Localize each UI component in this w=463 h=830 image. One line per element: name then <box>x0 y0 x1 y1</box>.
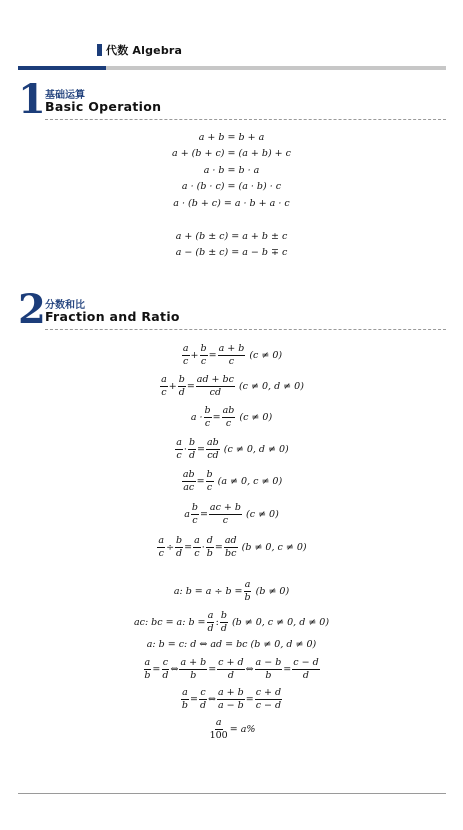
section-divider <box>45 329 446 330</box>
section-title-en: Fraction and Ratio <box>45 309 180 324</box>
formula-line: $\frac{a}{c}$ + $\frac{b}{d}$ = $\frac{ad + bc}{cd}$ (c ≠ 0, d ≠ 0) <box>161 374 304 398</box>
formula-line: $\frac{a}{b}$ = $\frac{c}{d}$ ⇔ $\frac{a + b}{a - b}$ = $\frac{c + d}{c - d}$ <box>181 687 282 711</box>
formula-line: a + b = b + a <box>198 132 265 143</box>
section-number: 2 <box>18 286 46 333</box>
formula-line: a · b = b · a <box>203 165 260 176</box>
formula-line: $\frac{a}{c}$ + $\frac{b}{c}$ = $\frac{a + b}{c}$ (c ≠ 0) <box>182 343 283 367</box>
formula-line: $\frac{a}{b}$ = $\frac{c}{d}$ ⇔ $\frac{a + b}{b}$ = $\frac{c + d}{d}$ ⇔ $\frac{a - b}{b}$ = $\frac{c - d}{d}$ <box>144 657 319 681</box>
formula-line: a · $\frac{b}{c}$ = $\frac{ab}{c}$ (c ≠ 0) <box>190 405 273 429</box>
formula-line: a $\frac{b}{c}$ = $\frac{ac + b}{c}$ (c ≠ 0) <box>184 502 279 526</box>
top-rule-gray <box>106 66 446 70</box>
formula-line: $\frac{a}{c}$ · $\frac{b}{d}$ = $\frac{ab}{cd}$ (c ≠ 0, d ≠ 0) <box>176 437 289 461</box>
page-title: 代数 Algebra <box>106 44 183 57</box>
formula-line: ac: bc = a: b = $\frac{a}{d}$ : $\frac{b}{d}$ (b ≠ 0, c ≠ 0, d ≠ 0) <box>133 610 330 634</box>
section-1-header <box>18 76 446 126</box>
section-title-zh: 分数和比 <box>45 300 85 311</box>
formula-line: a · (b + c) = a · b + a · c <box>173 198 290 209</box>
top-rule <box>18 66 446 70</box>
formula-line: a + (b ± c) = a + b ± c <box>175 231 288 242</box>
header-marker <box>97 44 102 56</box>
formula-line: a: b = a ÷ b = $\frac{a}{b}$ (b ≠ 0) <box>173 579 290 603</box>
section-title-zh: 基础运算 <box>45 90 85 101</box>
page-header <box>97 42 182 58</box>
section-2-header <box>18 286 446 336</box>
bottom-rule <box>18 793 446 794</box>
section-divider <box>45 119 446 120</box>
section-title-en: Basic Operation <box>45 99 162 114</box>
formula-line: a − (b ± c) = a − b ∓ c <box>175 247 288 258</box>
formula-line: a: b = c: d ⇔ ad = bc (b ≠ 0, d ≠ 0) <box>146 639 317 650</box>
top-rule-accent <box>18 66 106 70</box>
formula-line: $\frac{a}{c}$ ÷ $\frac{b}{d}$ = $\frac{a}{c}$ · $\frac{d}{b}$ = $\frac{ad}{bc}$ (b ≠ 0, c ≠ 0) <box>158 535 307 559</box>
formula-line: a · (b · c) = (a · b) · c <box>181 181 282 192</box>
formula-line: a + (b + c) = (a + b) + c <box>172 148 291 159</box>
section-number: 1 <box>18 76 46 123</box>
formula-line: $\frac{a}{100}$ = a% <box>209 717 256 741</box>
formula-line: $\frac{ab}{ac}$ = $\frac{b}{c}$ (a ≠ 0, c ≠ 0) <box>182 469 283 493</box>
